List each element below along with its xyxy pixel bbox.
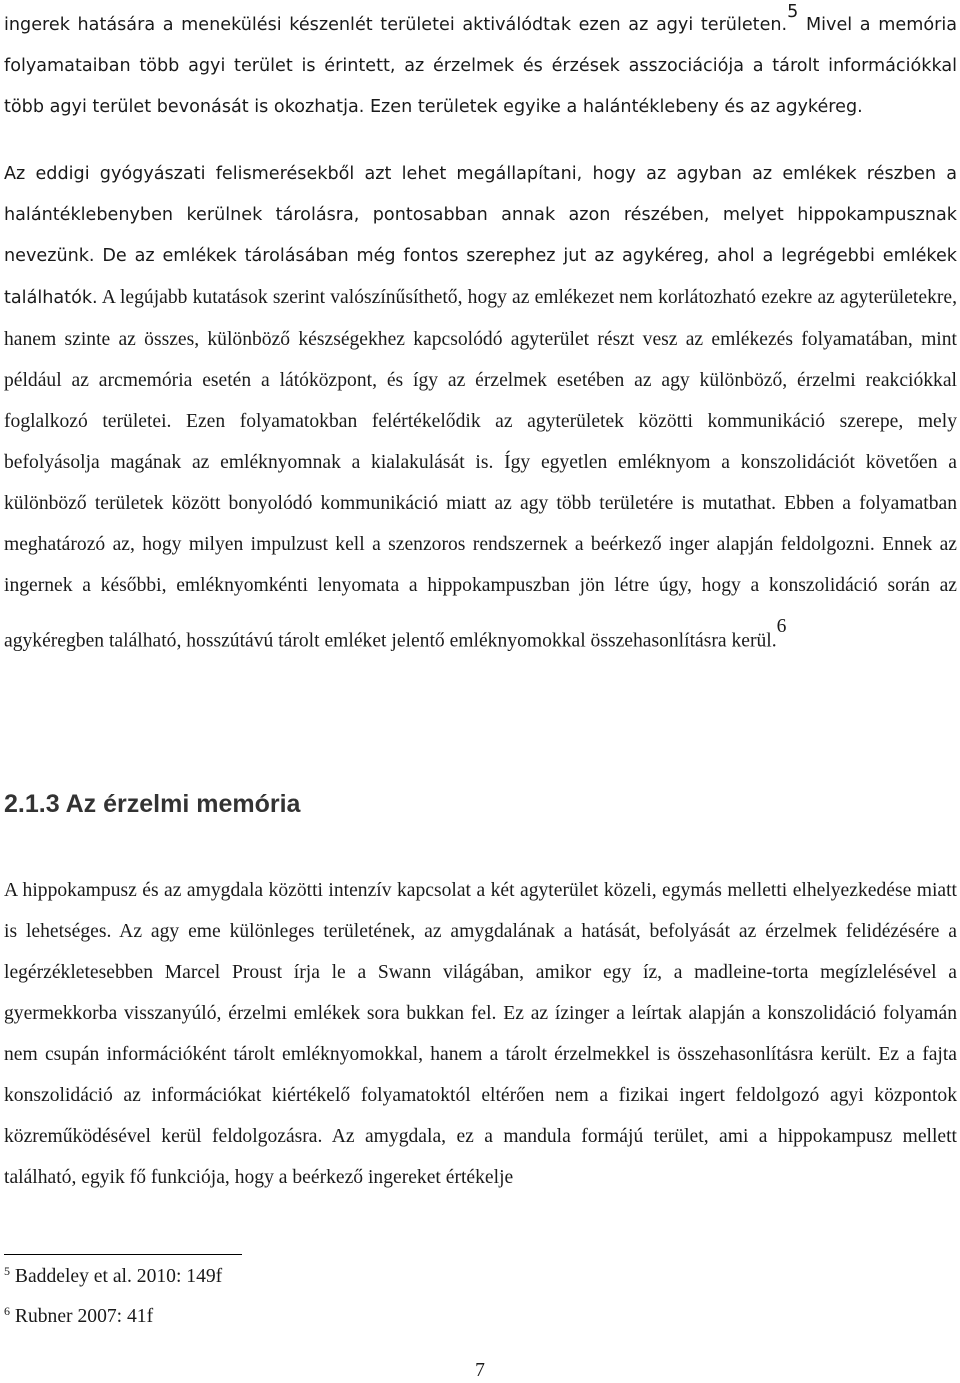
paragraph-3-text: A hippokampusz és az amygdala közötti intenzív kapcsolat a két agyterület közeli, egymás melletti elhelyezkedése miatt is lehetséges. Az agy eme különleges területének, az amygdalának a hatását, befolyását az érzelmek felidézésére a legérzékletesebben Marcel Proust írja le a Swann világában, amikor egy íz, a madleine-torta megízlelésével a gyermekkorba visszanyúló, érzelmi emlékek sora bukkan fel. Ez az ízinger a leírtak alapján a konszolidáció folyamán nem csupán információként tárolt emléknyomokkal, hanem a tárolt érzelmekkel is összehasonlításra került. Ez a fajta konszolidáció az információkat kiértékelő folyamatoktól eltérően nem a fizikai ingert feldolgozó agyi központok közreműködésével kerül feldolgozásra. Az amygdala, ez a mandula formájú terület, ami a hippokampusz mellett található, egyik fő funkciója, hogy a beérkező ingereket értékelje (4, 880, 957, 1188)
paragraph-2-text-serif: A legújabb kutatások szerint valószínűsíthető, hogy az emlékezet nem korlátozható ezekre az agyterületekre, hanem szinte az összes, különböző készségekhez kapcsolódó agyterület részt vesz az emlékezés folyamatában, mint például az arcmemória esetén a látóközpont, és így az érzelmek esetében az agy különböző, érzelmi reakciókkal foglalkozó területei. Ezen folyamatokban felértékelődik az agyterületek közötti kommunikáció szerepe, mely befolyásolja magának az emléknyomnak a kialakulását is. Így egyetlen emléknyom a konszolidációt követően a különböző területek között bonyolódó kommunikáció miatt az agy több területére is mutathat. Ebben a folyamatban meghatározó az, hogy milyen impulzust kell a szenzoros rendszernek a beérkező inger alapján feldolgozni. Ennek az ingernek a későbbi, emléknyomkénti lenyomata a hippokampuszban jön létre úgy, hogy a konszolidáció során az agykéregben található, hosszútávú tárolt emléket jelentő emléknyomokkal összehasonlításra kerül. (4, 287, 957, 652)
paragraph-3 (4, 870, 957, 1198)
footnote-5-number: 5 (4, 1263, 10, 1278)
footnote-ref-6: 6 (776, 616, 787, 637)
footnote-6-number: 6 (4, 1303, 10, 1318)
footnote-6-text: Rubner 2007: 41f (10, 1306, 154, 1327)
paragraph-1 (4, 0, 957, 128)
paragraph-2-text-sans: Az eddigi gyógyászati felismerésekből azt lehet megállapítani, hogy az agyban az emlékek részben a halántéklebenyben kerülnek tárolásra, pontosabban annak azon részében, melyet hippokampusznak nevezünk. De az emlékek tárolásában még fontos szerephez jut az agykéreg, ahol a legrégebbi emlékek találhatók. (4, 164, 957, 308)
footnote-separator (4, 1254, 242, 1255)
footnote-5 (4, 1263, 223, 1288)
footnote-5-text: Baddeley et al. 2010: 149f (10, 1266, 223, 1287)
paragraph-2 (4, 154, 957, 662)
section-heading: 2.1.3 Az érzelmi memória (4, 790, 301, 818)
page-number: 7 (475, 1360, 485, 1381)
footnote-6 (4, 1303, 154, 1328)
paragraph-1-text-b: Mivel a memória folyamataiban több agyi terület is érintett, az érzelmek és érzések asszociációja a tárolt információkkal több agyi terület bevonását is okozhatja. Ezen területek egyike a halántéklebeny és az agykéreg. (4, 15, 957, 118)
footnote-ref-5: 5 (787, 2, 799, 22)
paragraph-1-text-a: ingerek hatására a menekülési készenlét területei aktiválódtak ezen az agyi területen. (4, 15, 788, 36)
